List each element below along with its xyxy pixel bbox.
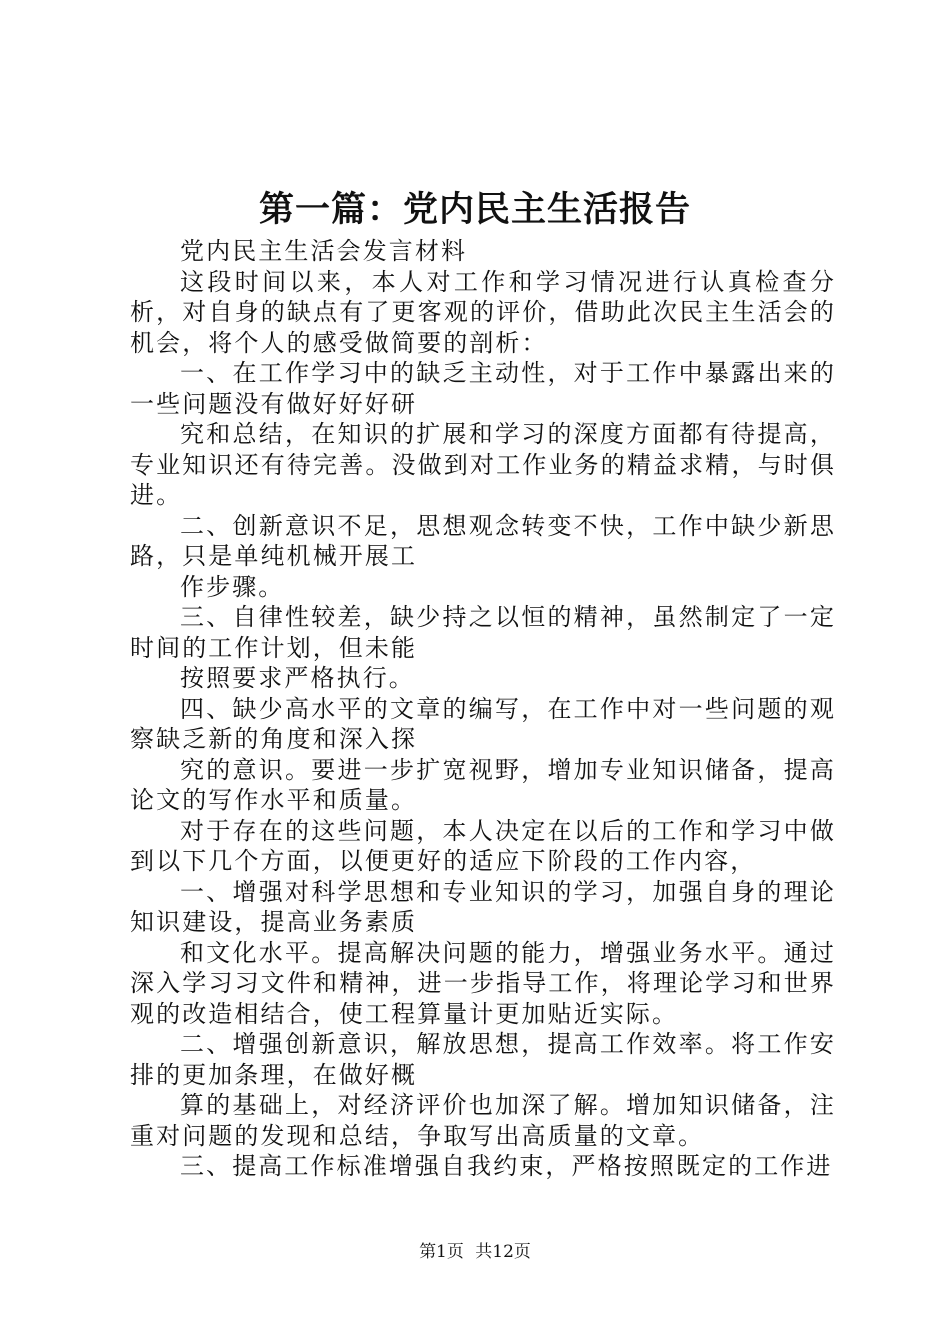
document-title: 第一篇：党内民主生活报告 — [258, 189, 691, 230]
paragraph: 四、缺少高水平的文章的编写，在工作中对一些问题的观察缺乏新的角度和深入探 — [130, 694, 836, 753]
paragraph: 一、增强对科学思想和专业知识的学习，加强自身的理论知识建设，提高业务素质 — [130, 877, 836, 936]
paragraph: 对于存在的这些问题，本人决定在以后的工作和学习中做到以下几个方面，以便更好的适应下阶段的工作内容， — [130, 816, 836, 875]
paragraph: 这段时间以来，本人对工作和学习情况进行认真检查分析，对自身的缺点有了更客观的评价，借助此次民主生活会的机会，将个人的感受做简要的剖析： — [130, 267, 836, 357]
page-total: 共12页 — [475, 1242, 531, 1262]
paragraph: 三、自律性较差，缺少持之以恒的精神，虽然制定了一定时间的工作计划，但未能 — [130, 603, 836, 662]
paragraph: 一、在工作学习中的缺乏主动性，对于工作中暴露出来的一些问题没有做好好好研 — [130, 359, 836, 418]
paragraph: 党内民主生活会发言材料 — [180, 237, 468, 265]
page-number: 第1页 — [419, 1242, 464, 1262]
paragraph: 二、增强创新意识，解放思想，提高工作效率。将工作安排的更加条理，在做好概 — [130, 1030, 836, 1089]
page-footer — [0, 1240, 950, 1264]
paragraph: 究的意识。要进一步扩宽视野，增加专业知识储备，提高论文的写作水平和质量。 — [130, 755, 836, 814]
paragraph: 究和总结，在知识的扩展和学习的深度方面都有待提高，专业知识还有待完善。没做到对工作业务的精益求精，与时俱进。 — [130, 420, 836, 509]
paragraph: 算的基础上，对经济评价也加深了解。增加知识储备，注重对问题的发现和总结，争取写出高质量的文章。 — [130, 1091, 836, 1150]
paragraph: 二、创新意识不足，思想观念转变不快，工作中缺少新思路，只是单纯机械开展工 — [130, 511, 836, 570]
document-body — [130, 236, 836, 1182]
paragraph: 三、提高工作标准增强自我约束，严格按照既定的工作进 — [180, 1152, 833, 1180]
paragraph: 作步骤。 — [180, 572, 285, 601]
paragraph: 按照要求严格执行。 — [180, 664, 415, 692]
paragraph: 和文化水平。提高解决问题的能力，增强业务水平。通过深入学习习文件和精神，进一步指导工作，将理论学习和世界观的改造相结合，使工程算量计更加贴近实际。 — [130, 938, 836, 1028]
